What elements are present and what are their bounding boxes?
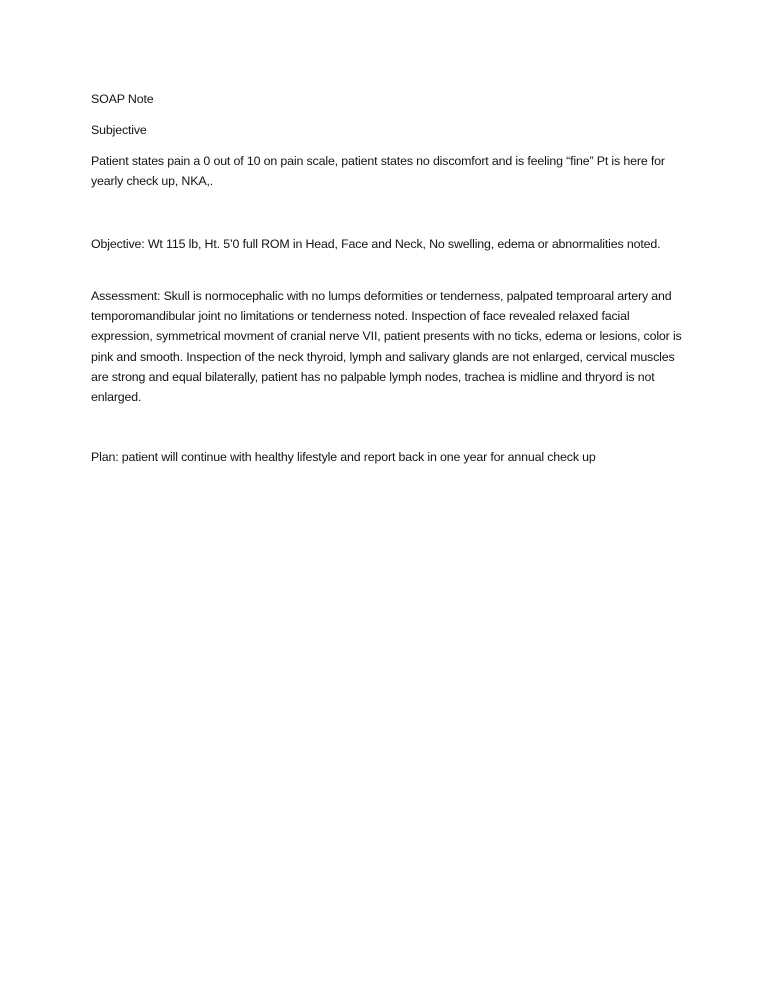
subjective-heading: Subjective — [91, 123, 147, 137]
assessment-paragraph: Assessment: Skull is normocephalic with no lumps deformities or tenderness, palpated temproaral artery and temporomandibular joint no limitations or tenderness noted. Inspection of face revealed relaxed facial expression, symmetrical movment of cranial nerve VII, patient presents with no ticks, edema or lesions, color is pink and smooth. Inspection of the neck thyroid, lymph and salivary glands are not enlarged, cervical muscles are strong and equal bilaterally, patient has no palpable lymph nodes, trachea is midline and thryord is not enlarged. — [91, 289, 682, 405]
objective-paragraph: Objective: Wt 115 lb, Ht. 5’0 full ROM in Head, Face and Neck, No swelling, edema or abnormalities noted. — [91, 237, 661, 251]
plan-paragraph: Plan: patient will continue with healthy lifestyle and report back in one year for annual check up — [91, 450, 596, 464]
document-title: SOAP Note — [91, 92, 154, 106]
subjective-paragraph: Patient states pain a 0 out of 10 on pain scale, patient states no discomfort and is feeling “fine” Pt is here for yearly check up, NKA,. — [91, 154, 665, 189]
